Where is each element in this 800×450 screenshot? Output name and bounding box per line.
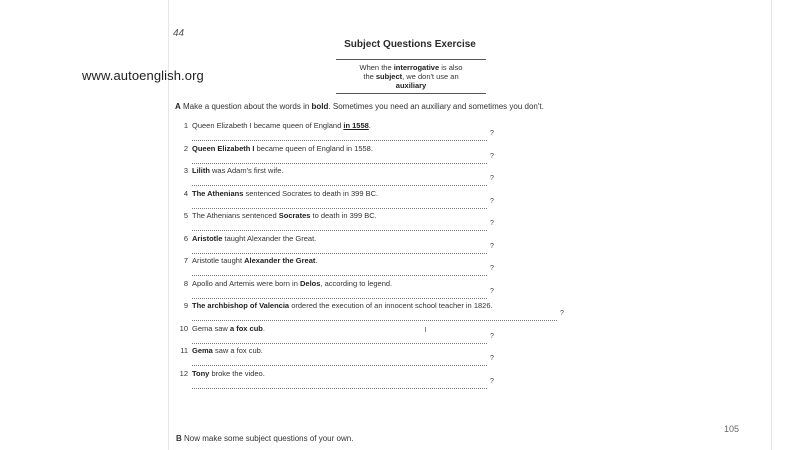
question-mark: ? <box>490 355 494 362</box>
question-text <box>192 144 373 153</box>
question-bold-words: The Athenians <box>192 188 244 198</box>
rule-line-1 <box>336 63 486 72</box>
question-text-part: The Athenians sentenced <box>192 211 279 220</box>
question-item <box>176 279 576 302</box>
section-letter: B <box>176 434 182 443</box>
answer-line[interactable] <box>192 312 557 321</box>
question-item <box>176 301 576 324</box>
question-text <box>192 324 265 333</box>
question-number: 3 <box>183 166 188 175</box>
section-a-instruction <box>175 102 635 111</box>
question-mark: ? <box>490 332 494 340</box>
question-bold-words: Queen Elizabeth I <box>192 143 255 153</box>
question-text <box>192 301 493 310</box>
question-text-part: Aristotle taught <box>192 256 245 265</box>
question-number: 10 <box>179 323 188 333</box>
rule-line-3 <box>336 81 486 90</box>
question-number: 7 <box>183 256 188 265</box>
section-letter: A <box>175 102 181 111</box>
question-bold-words: Delos <box>299 278 321 288</box>
answer-line[interactable] <box>192 335 487 344</box>
answer-line[interactable] <box>192 245 487 254</box>
question-item <box>176 211 576 234</box>
answer-line[interactable] <box>192 132 487 141</box>
answer-line[interactable] <box>192 357 487 366</box>
question-mark: ? <box>490 287 494 295</box>
question-text <box>192 369 265 378</box>
instruction-text: . Sometimes you need an auxiliary and sometimes you don't. <box>328 102 544 111</box>
rule-text: the <box>363 72 376 81</box>
section-b-instruction <box>176 434 353 443</box>
question-bold-words: The archbishop of Valencia <box>192 301 290 310</box>
rule-text: , we don't use an <box>402 72 459 81</box>
question-item <box>176 346 576 369</box>
question-item <box>176 256 576 279</box>
question-item <box>176 144 576 167</box>
question-text <box>192 166 283 175</box>
answer-line[interactable] <box>192 380 487 389</box>
question-bold-words: Tony <box>192 368 210 378</box>
question-bold-words: Aristotle <box>192 233 223 243</box>
question-bold-words: Alexander the Great <box>244 256 316 265</box>
question-item <box>176 234 576 257</box>
question-text-part: Gema saw <box>192 323 230 333</box>
answer-line[interactable] <box>192 200 487 209</box>
question-text-part: sentenced Socrates to death in 399 BC. <box>243 188 379 198</box>
question-text <box>192 234 316 243</box>
question-text-part: was Adam's first wife. <box>209 166 284 175</box>
answer-line[interactable] <box>192 177 487 186</box>
question-text <box>192 121 371 130</box>
page-title: Subject Questions Exercise <box>344 39 476 50</box>
page-number: 105 <box>724 424 740 434</box>
question-text-part: saw a fox cub. <box>212 346 263 355</box>
question-number: 9 <box>183 301 188 310</box>
question-text-part: ordered the execution of an innocent school teacher in 1826. <box>289 301 493 310</box>
page-right-edge <box>771 0 772 450</box>
question-bold-words: a fox cub <box>229 323 263 333</box>
question-bold-words: Lilith <box>192 166 210 175</box>
question-item <box>176 166 576 189</box>
question-text-part: . <box>368 121 371 130</box>
question-mark: ? <box>490 175 494 182</box>
question-bold-words: Gema <box>192 346 213 355</box>
question-text <box>192 279 392 288</box>
question-text-part: . <box>315 256 318 265</box>
question-mark: ? <box>490 377 494 385</box>
question-mark: ? <box>560 310 564 317</box>
question-text-part: to death in 399 BC. <box>310 211 377 220</box>
rule-keyword: interrogative <box>393 63 440 72</box>
instruction-bold: bold <box>311 102 329 111</box>
question-mark: ? <box>490 197 494 205</box>
question-mark: ? <box>490 242 494 250</box>
question-number: 8 <box>183 278 188 288</box>
question-mark: ? <box>490 130 494 137</box>
question-item <box>176 121 576 144</box>
question-item <box>176 189 576 212</box>
question-number: 11 <box>180 346 188 355</box>
question-text-part: . <box>262 323 265 333</box>
question-text-part: taught Alexander the Great. <box>222 233 317 243</box>
answer-line[interactable] <box>192 155 487 164</box>
grammar-rule-box <box>336 59 486 94</box>
rule-keyword: auxiliary <box>395 81 427 90</box>
question-text-part: broke the video. <box>209 368 265 378</box>
question-number: 12 <box>179 368 188 378</box>
rule-keyword: subject <box>375 72 403 81</box>
rule-text: When the <box>359 63 394 72</box>
question-text <box>192 189 378 198</box>
question-text-part: became queen of England in 1558. <box>254 143 373 153</box>
rule-line-2 <box>336 72 486 81</box>
question-bold-words <box>343 121 368 130</box>
answer-line[interactable] <box>192 267 487 276</box>
question-list <box>176 121 576 391</box>
text-cursor <box>425 327 426 332</box>
question-mark: ? <box>490 220 494 227</box>
answer-line[interactable] <box>192 290 487 299</box>
question-number: 6 <box>183 233 188 243</box>
question-number: 4 <box>183 188 188 198</box>
question-text-part: Queen Elizabeth I became queen of England <box>192 121 344 130</box>
question-text-part: Apollo and Artemis were born in <box>192 278 300 288</box>
question-item <box>176 324 576 347</box>
instruction-text: Now make some subject questions of your own. <box>181 434 354 443</box>
rule-text: is also <box>439 63 463 72</box>
answer-line[interactable] <box>192 222 487 231</box>
question-mark: ? <box>490 265 494 272</box>
question-number: 1 <box>183 121 188 130</box>
question-underlined-words: in 1558 <box>343 121 369 130</box>
watermark-url: www.autoenglish.org <box>82 68 204 83</box>
question-text <box>192 211 377 220</box>
question-text-part: , according to legend. <box>320 278 393 288</box>
corner-mark: 44 <box>173 28 185 39</box>
question-text <box>192 256 318 265</box>
question-item <box>176 369 576 392</box>
question-number: 5 <box>183 211 188 220</box>
question-mark: ? <box>490 152 494 160</box>
question-number: 2 <box>183 143 188 153</box>
instruction-text: Make a question about the words in <box>180 102 312 111</box>
question-bold-words: Socrates <box>278 211 311 220</box>
question-text <box>192 346 263 355</box>
